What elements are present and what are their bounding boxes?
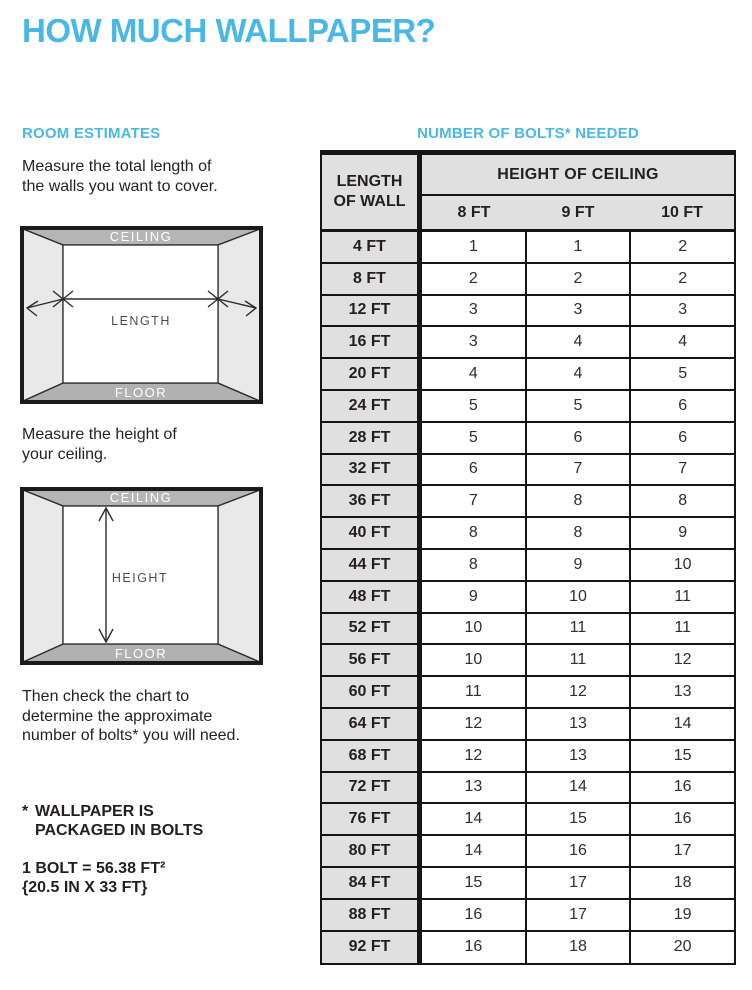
bolt-count-cell: 5: [527, 391, 632, 421]
bolt-count-cell: 4: [678, 333, 688, 351]
wall-length-cell: 52 FT: [322, 614, 422, 644]
footnote-line2: PACKAGED IN BOLTS: [35, 822, 204, 839]
table-row: [322, 232, 734, 264]
bolt-count-cell: 1: [527, 232, 632, 262]
instruction-step1: [22, 157, 218, 196]
bolt-count-cell: 2: [678, 237, 688, 255]
bolt-count-cell: 17: [673, 842, 692, 860]
wall-length-cell: 16 FT: [322, 327, 422, 357]
wall-length-cell: 80 FT: [322, 836, 422, 866]
bolt-count-cell: 10: [673, 555, 692, 573]
bolt-count-cell: 16: [673, 778, 692, 796]
bolt-count-cell: 8: [678, 492, 688, 510]
bolt-count-cell: 16: [422, 932, 527, 964]
bolt-count-cell: 20: [673, 938, 692, 956]
bolt-count-cell: 11: [422, 677, 527, 707]
table-row: [322, 550, 734, 582]
footnote-text: [35, 802, 203, 840]
wall-length-cell: 56 FT: [322, 645, 422, 675]
bolt-count-cell: 14: [422, 836, 527, 866]
bolt-count-cell: 3: [422, 327, 527, 357]
ceiling-height-header-group: [422, 155, 734, 229]
length-of-wall-header-line2: OF WALL: [333, 193, 406, 210]
wall-length-cell: 44 FT: [322, 550, 422, 580]
bolt-count-cell: 5: [422, 423, 527, 453]
bolt-count-cell: 6: [422, 455, 527, 485]
bolt-count-cell: 4: [527, 359, 632, 389]
right-wall-surface: [218, 490, 260, 662]
instruction-step3-line2: determine the approximate: [22, 707, 213, 725]
bolt-count-cell: 2: [678, 269, 688, 287]
bolt-count-cell: 14: [527, 773, 632, 803]
wall-length-cell: 64 FT: [322, 709, 422, 739]
bolt-count-cell: 11: [527, 614, 632, 644]
table-row: [322, 836, 734, 868]
instruction-step2-line2: your ceiling.: [22, 445, 108, 463]
bolt-count-cell: 15: [527, 804, 632, 834]
bolt-count-cell: 3: [422, 296, 527, 326]
wall-length-cell: 72 FT: [322, 773, 422, 803]
ceiling-height-subheaders: [422, 196, 734, 229]
table-row: [322, 677, 734, 709]
bolt-count-cell: 7: [422, 486, 527, 516]
table-row: [322, 391, 734, 423]
bolt-count-cell: 9: [422, 582, 527, 612]
right-wall-surface: [218, 229, 260, 401]
bolt-count-cell: 11: [527, 645, 632, 675]
bolt-count-cell: 13: [527, 741, 632, 771]
bolt-count-cell: 8: [422, 550, 527, 580]
table-body: [322, 232, 734, 963]
bolt-count-cell: 6: [678, 428, 688, 446]
bolt-count-cell: 14: [673, 714, 692, 732]
wall-length-cell: 76 FT: [322, 804, 422, 834]
instruction-step2-line1: Measure the height of: [22, 426, 177, 443]
table-row: [322, 327, 734, 359]
bolt-count-cell: 1: [422, 232, 527, 262]
wall-length-cell: 40 FT: [322, 518, 422, 548]
wall-length-cell: 88 FT: [322, 900, 422, 930]
bolt-spec-line2: {20.5 IN X 33 FT}: [22, 879, 148, 896]
table-row: [322, 518, 734, 550]
bolt-count-cell: 16: [527, 836, 632, 866]
bolt-count-cell: 10: [527, 582, 632, 612]
wall-length-cell: 20 FT: [322, 359, 422, 389]
bolt-count-cell: 17: [527, 868, 632, 898]
bolt-count-cell: 3: [678, 301, 688, 319]
left-wall-surface: [23, 490, 63, 662]
table-row: [322, 804, 734, 836]
bolt-count-cell: 5: [422, 391, 527, 421]
table-row: [322, 359, 734, 391]
table-row: [322, 423, 734, 455]
bolt-count-cell: 4: [527, 327, 632, 357]
instruction-step1-line1: Measure the total length of: [22, 158, 212, 175]
bolt-count-cell: 15: [422, 868, 527, 898]
bolt-count-cell: 13: [422, 773, 527, 803]
instruction-step3-line3: number of bolts* you will need.: [22, 727, 240, 744]
bolt-count-cell: 11: [674, 619, 691, 637]
table-row: [322, 296, 734, 328]
wall-length-cell: 84 FT: [322, 868, 422, 898]
instruction-step1-line2: the walls you want to cover.: [22, 177, 218, 195]
wall-length-cell: 36 FT: [322, 486, 422, 516]
bolt-count-cell: 8: [527, 518, 632, 548]
wall-length-cell: 4 FT: [322, 232, 422, 262]
length-of-wall-header: [322, 155, 422, 229]
column-header-9ft: 9 FT: [561, 203, 595, 221]
bolt-count-cell: 2: [527, 264, 632, 294]
bolt-count-cell: 12: [673, 651, 692, 669]
length-dimension-label: LENGTH: [111, 314, 171, 328]
length-of-wall-header-line1: LENGTH: [336, 173, 403, 190]
page-title: HOW MUCH WALLPAPER?: [22, 12, 436, 49]
room-height-diagram-svg: [20, 487, 263, 665]
wall-length-cell: 28 FT: [322, 423, 422, 453]
height-dimension-label: HEIGHT: [111, 571, 169, 585]
bolt-count-cell: 9: [678, 524, 688, 542]
wall-length-cell: 24 FT: [322, 391, 422, 421]
table-row: [322, 741, 734, 773]
footnote-line1: WALLPAPER IS: [35, 803, 154, 820]
bolts-table: [320, 150, 736, 965]
table-row: [322, 455, 734, 487]
column-header-10ft: 10 FT: [661, 203, 703, 221]
floor-label: FLOOR: [114, 646, 168, 661]
bolts-needed-heading: NUMBER OF BOLTS* NEEDED: [417, 125, 639, 142]
column-header-8ft: 8 FT: [457, 203, 491, 221]
bolt-count-cell: 8: [527, 486, 632, 516]
bolt-spec-line1: 1 BOLT = 56.38 FT²: [22, 860, 166, 877]
table-row: [322, 932, 734, 964]
bolt-count-cell: 6: [527, 423, 632, 453]
table-row: [322, 773, 734, 805]
instruction-step2: [22, 425, 177, 464]
bolt-count-cell: 13: [673, 683, 692, 701]
bolt-count-cell: 12: [422, 741, 527, 771]
wall-length-cell: 48 FT: [322, 582, 422, 612]
bolt-count-cell: 13: [527, 709, 632, 739]
bolt-count-cell: 12: [422, 709, 527, 739]
table-row: [322, 582, 734, 614]
table-row: [322, 900, 734, 932]
bolt-count-cell: 7: [678, 460, 688, 478]
instruction-step3: [22, 687, 240, 746]
ceiling-label: CEILING: [109, 490, 173, 505]
bolt-count-cell: 10: [422, 614, 527, 644]
table-header: [322, 155, 734, 232]
wall-length-cell: 12 FT: [322, 296, 422, 326]
bolt-count-cell: 18: [673, 873, 692, 891]
table-row: [322, 645, 734, 677]
table-row: [322, 486, 734, 518]
table-row: [322, 709, 734, 741]
bolt-count-cell: 10: [422, 645, 527, 675]
bolt-count-cell: 3: [527, 296, 632, 326]
bolt-count-cell: 16: [422, 900, 527, 930]
instruction-step3-line1: Then check the chart to: [22, 688, 190, 705]
wallpaper-footnote: [22, 802, 203, 840]
bolt-count-cell: 9: [527, 550, 632, 580]
wall-length-cell: 32 FT: [322, 455, 422, 485]
bolt-spec: [22, 859, 165, 897]
bolt-count-cell: 8: [422, 518, 527, 548]
table-row: [322, 614, 734, 646]
table-row: [322, 264, 734, 296]
bolt-count-cell: 16: [673, 810, 692, 828]
floor-label: FLOOR: [114, 385, 168, 400]
table-row: [322, 868, 734, 900]
bolt-count-cell: 7: [527, 455, 632, 485]
footnote-asterisk: *: [22, 803, 29, 820]
room-length-diagram-svg: [20, 226, 263, 404]
left-wall-surface: [23, 229, 63, 401]
bolt-count-cell: 4: [422, 359, 527, 389]
bolt-count-cell: 12: [527, 677, 632, 707]
bolt-count-cell: 19: [673, 905, 692, 923]
bolt-count-cell: 6: [678, 396, 688, 414]
room-height-diagram: [20, 487, 263, 665]
wall-length-cell: 8 FT: [322, 264, 422, 294]
room-length-diagram: [20, 226, 263, 404]
bolt-count-cell: 5: [678, 365, 688, 383]
height-of-ceiling-header: HEIGHT OF CEILING: [422, 155, 734, 196]
bolt-count-cell: 14: [422, 804, 527, 834]
bolt-count-cell: 15: [673, 746, 692, 764]
ceiling-label: CEILING: [109, 229, 173, 244]
wall-length-cell: 92 FT: [322, 932, 422, 964]
bolt-count-cell: 17: [527, 900, 632, 930]
bolt-count-cell: 2: [422, 264, 527, 294]
wall-length-cell: 68 FT: [322, 741, 422, 771]
room-estimates-heading: ROOM ESTIMATES: [22, 125, 161, 142]
wall-length-cell: 60 FT: [322, 677, 422, 707]
bolt-count-cell: 11: [674, 587, 691, 605]
bolt-count-cell: 18: [527, 932, 632, 964]
